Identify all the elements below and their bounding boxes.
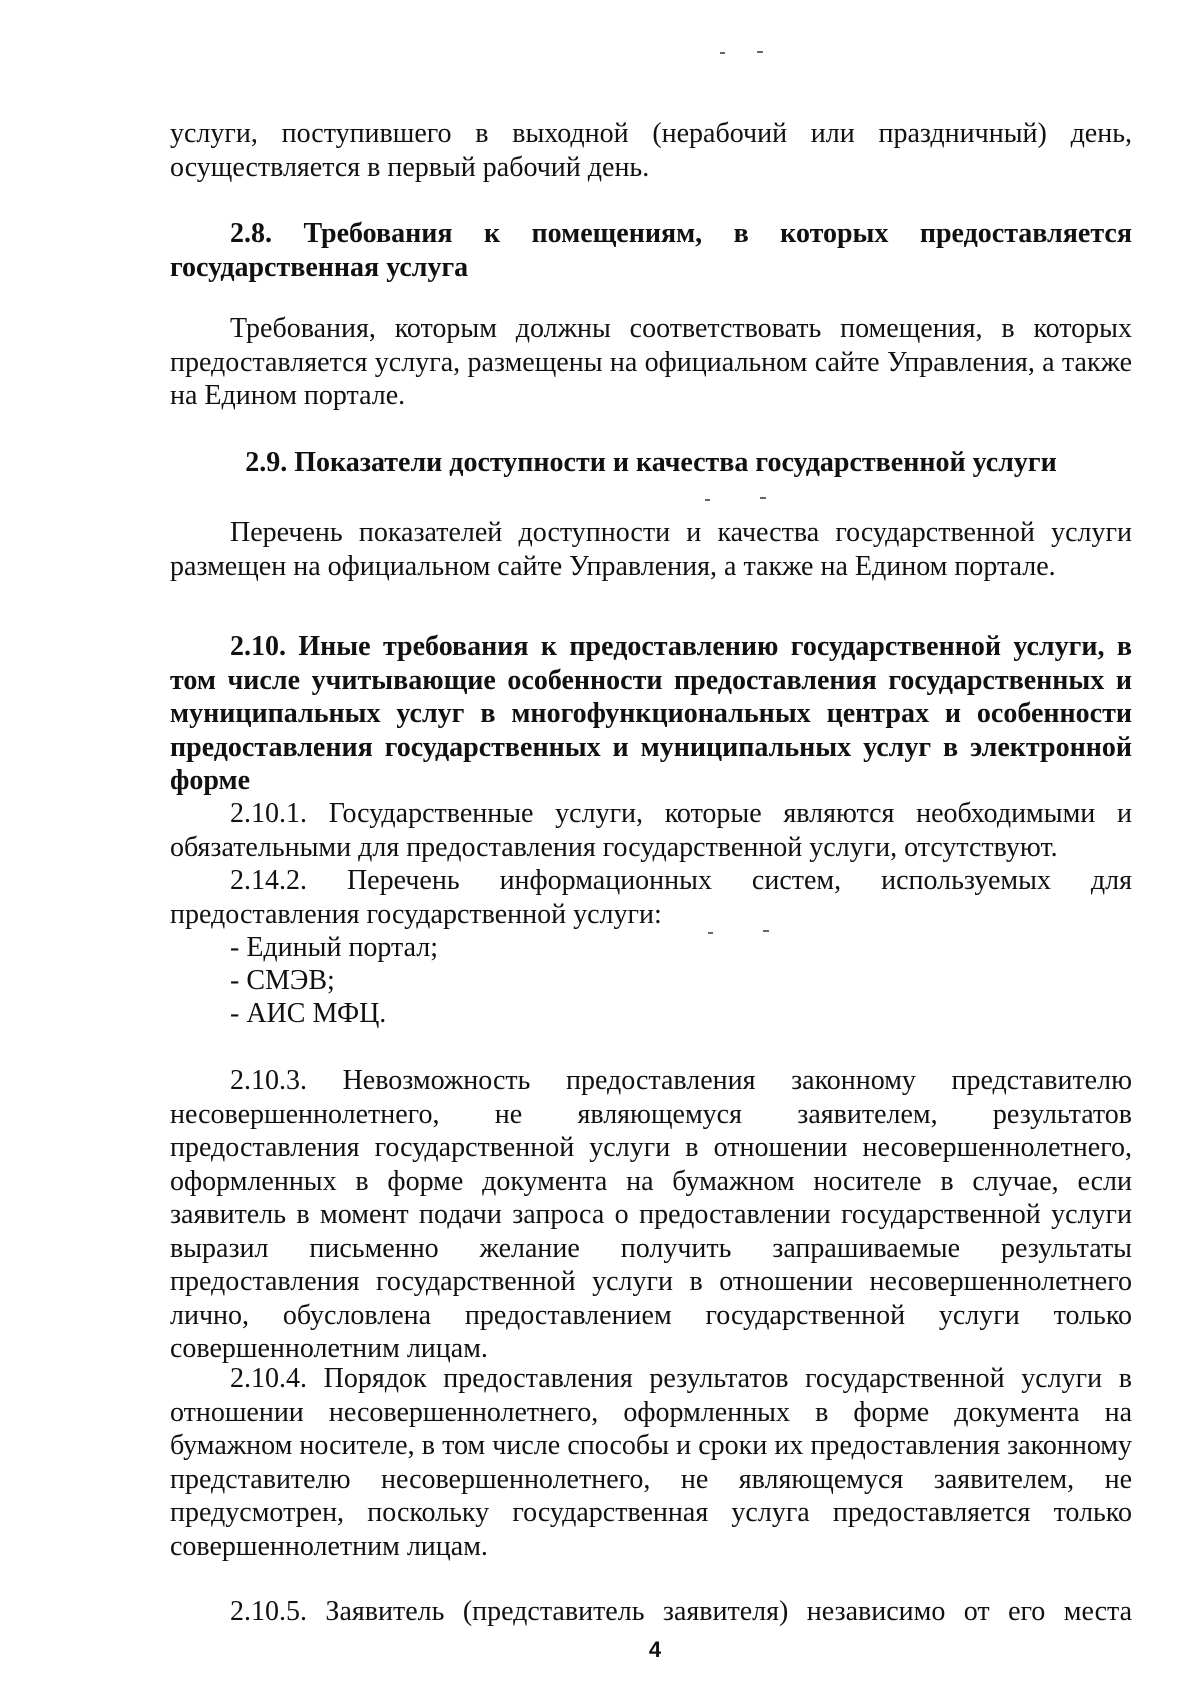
paragraph-2-8: Требования, которым должны соответствовать помещения, в которых предоставляется услуга, размещены на официальном сайте Управления, а также на Едином портале. — [170, 313, 1132, 411]
list-item-smev: - СМЭВ; — [230, 965, 335, 996]
paragraph-intro: услуги, поступившего в выходной (нерабочий или праздничный) день, осуществляется в первый рабочий день. — [170, 118, 1132, 183]
list-item-ais-mfc: - АИС МФЦ. — [230, 998, 387, 1029]
section-heading-2-9: 2.9. Показатели доступности и качества государственной услуги — [245, 447, 1057, 478]
scan-speck — [720, 52, 725, 54]
paragraph-2-10-5: 2.10.5. Заявитель (представитель заявителя) независимо от его места — [230, 1596, 1132, 1627]
paragraph-2-10-3: 2.10.3. Невозможность предоставления законному представителю несовершеннолетнего, не являющемуся заявителем, результатов предоставления государственной услуги в отношении несовершеннолетнего, оформленных в форме документа на бумажном носителе в случае, если заявитель в момент подачи запроса о предоставлении государственной услуги выразил письменно желание получить запрашиваемые результаты предоставления государственной услуги в отношении несовершеннолетнего лично, обусловлена предоставлением государственной услуги только совершеннолетним лицам. — [170, 1065, 1132, 1364]
paragraph-2-9: Перечень показателей доступности и качества государственной услуги размещен на официальном сайте Управления, а также на Едином портале. — [170, 517, 1132, 582]
paragraph-2-14-2: 2.14.2. Перечень информационных систем, используемых для предоставления государственной услуги: — [170, 865, 1132, 930]
paragraph-2-10-4: 2.10.4. Порядок предоставления результатов государственной услуги в отношении несовершеннолетнего, оформленных в форме документа на бумажном носителе, в том числе способы и сроки их предоставления законному представителю несовершеннолетнего, не являющемуся заявителем, не предусмотрен, поскольку государственная услуга предоставляется только совершеннолетним лицам. — [170, 1363, 1132, 1562]
section-heading-2-8: 2.8. Требования к помещениям, в которых предоставляется государственная услуга — [170, 218, 1132, 283]
scan-speck — [757, 51, 763, 53]
scan-speck — [705, 499, 710, 501]
section-heading-2-10: 2.10. Иные требования к предоставлению государственной услуги, в том числе учитывающие особенности предоставления государственных и муниципальных услуг в многофункциональных центрах и особенности предоставления государственных и муниципальных услуг в электронной форме — [170, 631, 1132, 796]
list-item-single-portal: - Единый портал; — [230, 932, 439, 963]
scan-speck — [760, 497, 766, 499]
scan-speck — [708, 932, 713, 934]
page-number: 4 — [648, 1637, 662, 1662]
paragraph-2-10-1: 2.10.1. Государственные услуги, которые являются необходимыми и обязательными для предоставления государственной услуги, отсутствуют. — [170, 798, 1132, 863]
